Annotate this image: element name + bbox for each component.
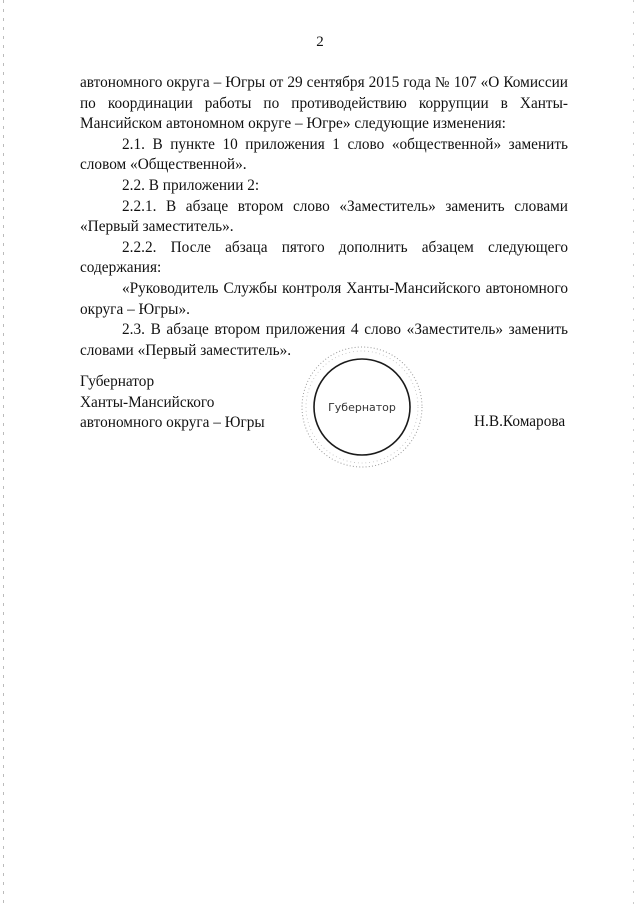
paragraph-2-2-1: 2.2.1. В абзаце втором слово «Заместитель» заменить словами «Первый заместитель». [80,197,568,236]
signatory-name: Н.В.Комарова [474,413,566,430]
paragraph-2-1: 2.1. В пункте 10 приложения 1 слово «общественной» заменить словом «Общественной». [80,135,568,174]
paragraph-quote: «Руководитель Службы контроля Ханты-Мансийского автономного округа – Югры». [80,279,568,318]
electronic-signature-seal [298,343,426,471]
paragraph-2-2-2: 2.2.2. После абзаца пятого дополнить абзацем следующего содержания: [80,238,568,277]
position-line: Губернатор [80,373,155,390]
paragraph-2-2: 2.2. В приложении 2: [122,176,260,194]
position-line: автономного округа – Югры [80,414,265,432]
document-body [80,73,568,361]
seal-text: Губернатор [328,401,396,414]
paragraph-continuation: автономного округа – Югры от 29 сентября 2015 года № 107 «О Комиссии по координации работы по противодействию коррупции в Ханты-Мансийском автономном округе – Югре» следующие изменения: [80,74,568,133]
paragraph-2-3: 2.3. В абзаце втором приложения 4 слово «Заместитель» заменить словами «Первый заместитель». [80,321,568,359]
page-number: 2 [316,34,324,50]
scan-edge-right [633,0,634,905]
position-line: Ханты-Мансийского [80,393,215,411]
signatory-position [80,372,265,434]
scan-edge-left [3,0,4,905]
